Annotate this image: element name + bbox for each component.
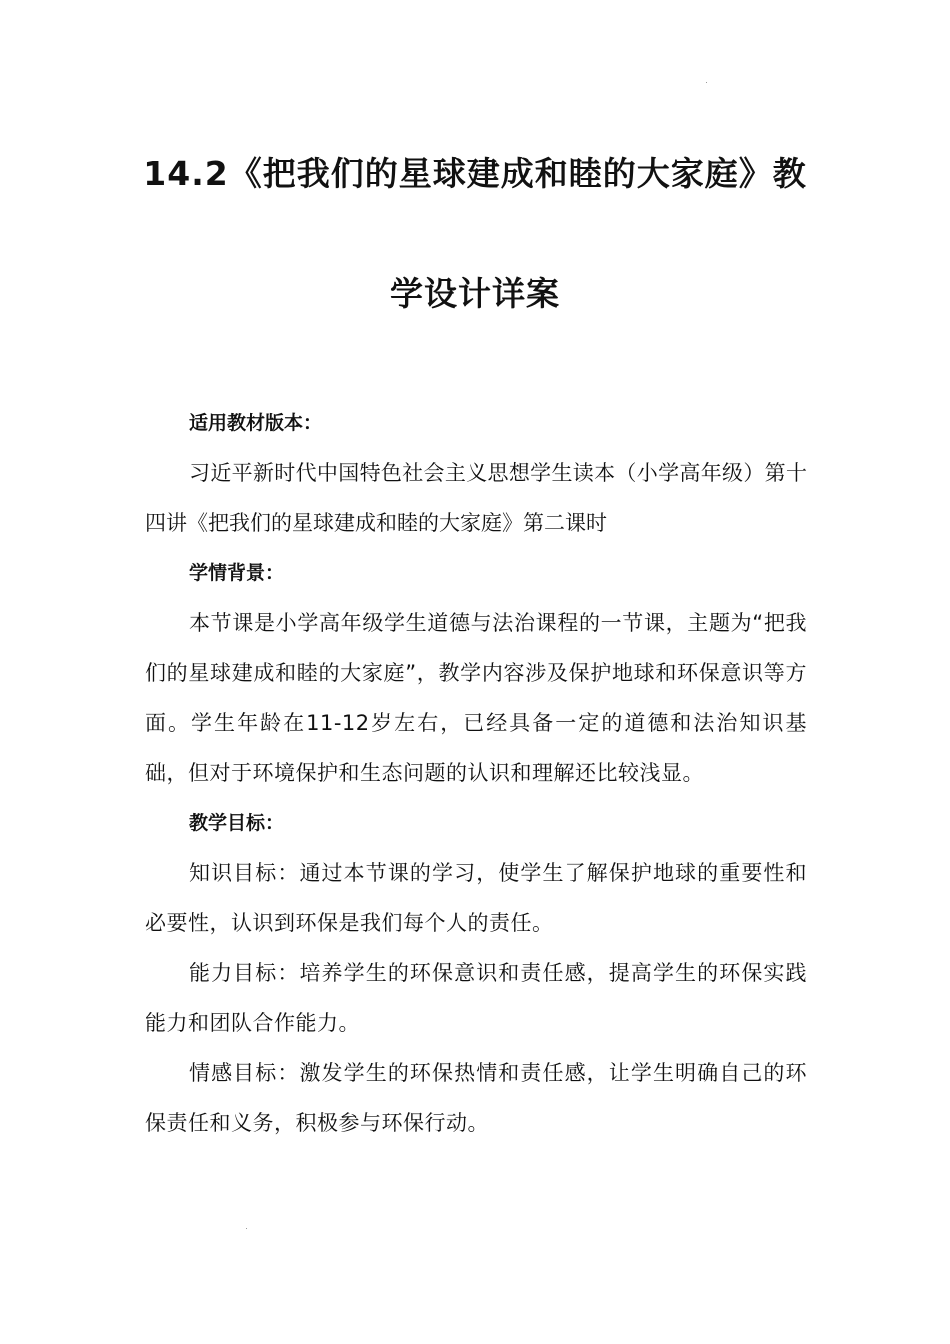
section-heading-background: 学情背景： (189, 562, 285, 584)
document-title-line-2: 学设计详案 (390, 274, 560, 313)
paragraph-background: 本节课是小学高年级学生道德与法治课程的一节课，主题为“把我们的星球建成和睦的大家庭”，教学内容涉及保护地球和环保意识等方面。学生年龄在11-12岁左右，已经具备一定的道德和法治知识基础，但对于环境保护和生态问题的认识和理解还比较浅显。 (145, 611, 807, 785)
scan-dot (246, 1228, 247, 1229)
section-heading-objectives: 教学目标： (189, 812, 285, 834)
paragraph-emotion-objective: 情感目标：激发学生的环保热情和责任感，让学生明确自己的环保责任和义务，积极参与环保行动。 (145, 1061, 807, 1135)
scan-dot (706, 82, 707, 83)
paragraph-ability-objective: 能力目标：培养学生的环保意识和责任感，提高学生的环保实践能力和团队合作能力。 (145, 961, 807, 1035)
paragraph-textbook: 习近平新时代中国特色社会主义思想学生读本（小学高年级）第十四讲《把我们的星球建成和睦的大家庭》第二课时 (145, 461, 807, 535)
section-heading-textbook: 适用教材版本： (189, 412, 323, 434)
paragraph-knowledge-objective: 知识目标：通过本节课的学习，使学生了解保护地球的重要性和必要性，认识到环保是我们每个人的责任。 (145, 861, 807, 935)
document-title-line-1: 14.2《把我们的星球建成和睦的大家庭》教 (143, 154, 807, 193)
document-body (145, 398, 807, 1148)
